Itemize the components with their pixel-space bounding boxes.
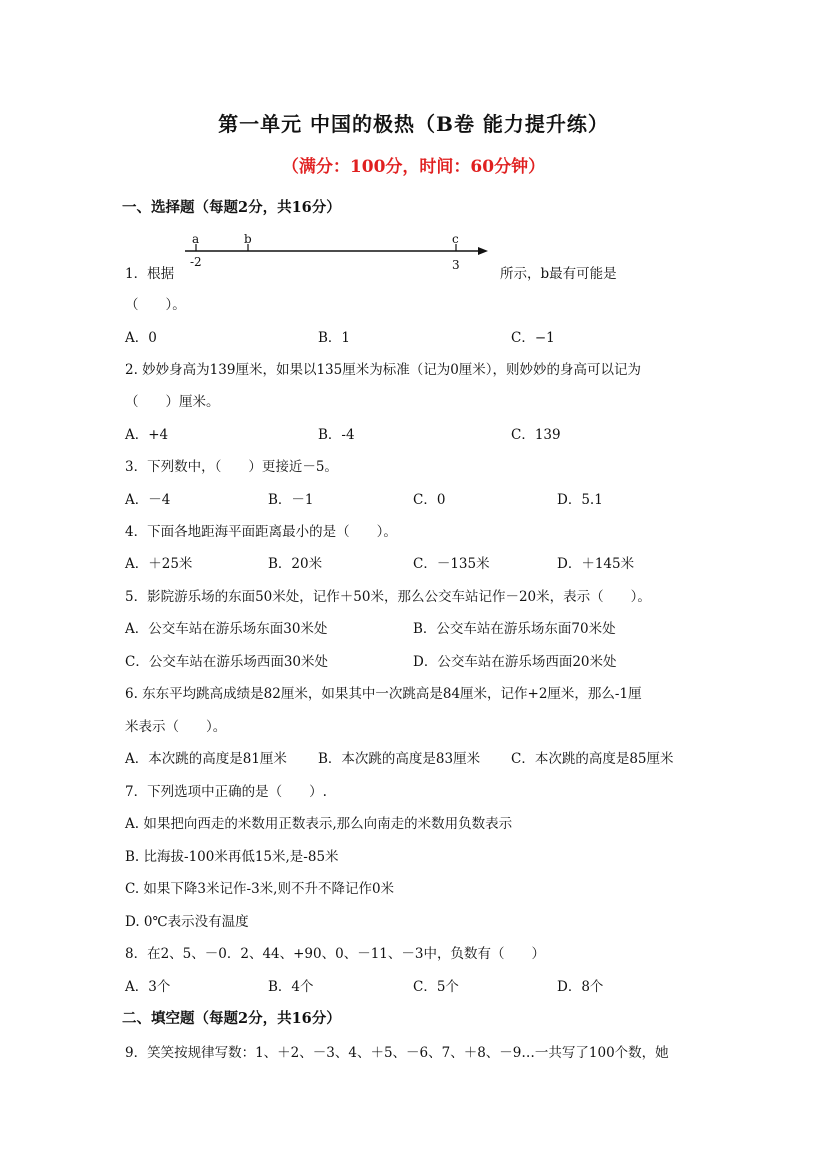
q1-blank: （ ）。 <box>125 297 186 313</box>
q8-option-c: C．5个 <box>413 979 459 995</box>
q3-option-c: C．0 <box>413 492 446 508</box>
label-a: a <box>192 232 200 246</box>
q6-option-a: A．本次跳的高度是81厘米 <box>125 751 287 767</box>
label-c: c <box>452 232 459 246</box>
number-line-arrow <box>478 247 488 255</box>
q7-option-a: A. 如果把向西走的米数用正数表示,那么向南走的米数用负数表示 <box>125 816 513 832</box>
q3-option-b: B．－1 <box>268 492 314 508</box>
q5-option-b: B．公交车站在游乐场东面70米处 <box>413 621 616 637</box>
q5-option-c: C．公交车站在游乐场西面30米处 <box>125 654 329 670</box>
page-subtitle: （满分：100分，时间：60分钟） <box>281 157 546 177</box>
q1-option-c: C．−1 <box>511 330 555 346</box>
q1-prefix: 1．根据 <box>125 266 175 282</box>
number-line-figure <box>180 228 490 278</box>
label-3: 3 <box>452 258 460 272</box>
q2-stem-line1: 2. 妙妙身高为139厘米，如果以135厘米为标准（记为0厘米），则妙妙的身高可以记为 <box>125 362 642 378</box>
q5-option-d: D．公交车站在游乐场西面20米处 <box>413 654 617 670</box>
q7-stem: 7．下列选项中正确的是（ ）. <box>125 784 327 800</box>
q3-option-d: D．5.1 <box>557 492 603 508</box>
section-choice-heading: 一、选择题（每题2分，共16分） <box>122 199 341 216</box>
q6-stem-line2: 米表示（ ）。 <box>125 719 227 735</box>
q3-option-a: A．－4 <box>125 492 171 508</box>
q4-option-a: A．＋25米 <box>125 556 193 572</box>
label-b: b <box>244 232 252 246</box>
q5-stem: 5．影院游乐场的东面50米处，记作＋50米，那么公交车站记作－20米，表示（ ）。 <box>125 589 651 605</box>
q4-option-b: B．20米 <box>268 556 323 572</box>
q7-option-d: D. 0℃表示没有温度 <box>125 914 249 930</box>
q2-option-b: B．-4 <box>318 427 355 443</box>
q5-option-a: A．公交车站在游乐场东面30米处 <box>125 621 328 637</box>
q8-option-b: B．4个 <box>268 979 314 995</box>
q7-option-b: B. 比海拔-100米再低15米,是-85米 <box>125 849 339 865</box>
label-minus-2: -2 <box>190 255 202 269</box>
page-title: 第一单元 中国的极热（B卷 能力提升练） <box>218 112 609 136</box>
q2-stem-line2: （ ）厘米。 <box>125 394 220 410</box>
q6-option-c: C．本次跳的高度是85厘米 <box>511 751 674 767</box>
q8-stem: 8．在2、5、－0．2、44、+90、0、－11、－3中，负数有（ ） <box>125 946 545 962</box>
q6-option-b: B．本次跳的高度是83厘米 <box>318 751 481 767</box>
q2-option-a: A．+4 <box>125 427 169 443</box>
q7-option-c: C. 如果下降3米记作-3米,则不升不降记作0米 <box>125 881 395 897</box>
q1-option-a: A．0 <box>125 330 157 346</box>
q6-stem-line1: 6. 东东平均跳高成绩是82厘米，如果其中一次跳高是84厘米，记作+2厘米，那么-1厘 <box>125 686 642 702</box>
q2-option-c: C．139 <box>511 427 561 443</box>
q8-option-d: D．8个 <box>557 979 604 995</box>
q8-option-a: A．3个 <box>125 979 171 995</box>
q1-option-b: B．1 <box>318 330 351 346</box>
q9-stem-line1: 9．笑笑按规律写数：1、＋2、－3、4、＋5、－6、7、＋8、－9…一共写了100个数，她 <box>125 1045 669 1061</box>
q3-stem: 3．下列数中，（ ）更接近－5。 <box>125 459 338 475</box>
q4-option-d: D．＋145米 <box>557 556 635 572</box>
q1-suffix: 所示，b最有可能是 <box>500 266 617 282</box>
q4-option-c: C．－135米 <box>413 556 490 572</box>
q4-stem: 4．下面各地距海平面距离最小的是（ ）。 <box>125 524 397 540</box>
section-fill-heading: 二、填空题（每题2分，共16分） <box>122 1010 341 1027</box>
